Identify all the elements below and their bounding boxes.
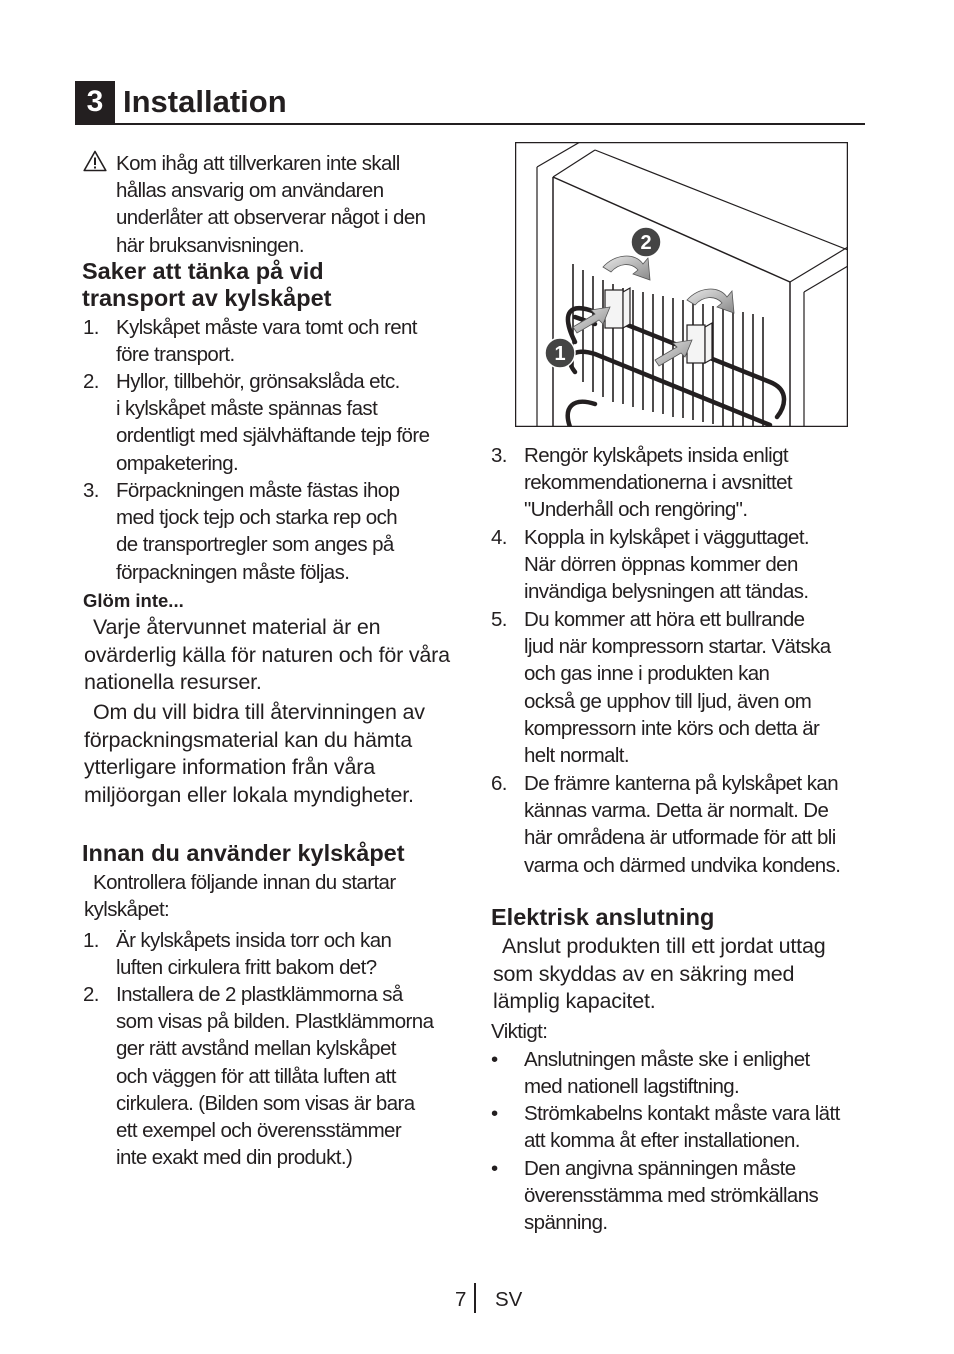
- recycling-paragraph: [84, 614, 476, 697]
- list-item: [83, 368, 473, 478]
- text-line: i kylskåpet måste spännas fast: [116, 397, 378, 421]
- installation-figure: [515, 142, 848, 427]
- footer-separator: [474, 1283, 476, 1313]
- list-item: [83, 314, 473, 370]
- bullet-item: [491, 1046, 876, 1102]
- warning-icon: [83, 150, 107, 172]
- text-line: Hyllor, tillbehör, grönsakslåda etc.: [116, 370, 400, 393]
- fridge-back-illustration: [515, 142, 848, 427]
- heading-line: transport av kylskåpet: [82, 285, 332, 311]
- text-line: helt normalt.: [524, 744, 630, 768]
- text-line: invändiga belysningen att tändas.: [524, 580, 809, 604]
- text-line: ompaketering.: [116, 451, 239, 475]
- text-line: och gas inne i produkten kan: [524, 662, 770, 686]
- section-heading-transport: [82, 258, 462, 312]
- text-line: kännas varma. Detta är normalt. De: [524, 799, 829, 823]
- text-line: Kontrollera följande innan du startar: [93, 871, 396, 894]
- text-line: Förpackningen måste fästas ihop: [116, 479, 400, 502]
- list-number: 2.: [83, 370, 99, 393]
- text-line: rekommendationerna i avsnittet: [524, 471, 793, 495]
- text-line: Installera de 2 plastklämmorna så: [116, 983, 403, 1006]
- list-item: [83, 477, 473, 587]
- list-number: 3.: [83, 479, 99, 502]
- list-number: 6.: [491, 772, 507, 795]
- text-line: och väggen för att tillåta luften att: [116, 1064, 396, 1088]
- text-line: kompressorn inte körs och detta är: [524, 716, 820, 740]
- text-line: att komma åt efter installationen.: [524, 1129, 800, 1153]
- list-item: [491, 524, 876, 608]
- section-heading-electrical: Elektrisk anslutning: [491, 904, 715, 930]
- text-line: Kylskåpet måste vara tomt och rent: [116, 316, 417, 339]
- text-line: Kom ihåg att tillverkaren inte skall: [116, 152, 400, 175]
- text-line: lämplig kapacitet.: [493, 989, 656, 1013]
- text-line: med nationell lagstiftning.: [524, 1075, 740, 1099]
- bullet-mark: •: [491, 1102, 498, 1125]
- text-line: här områdena är utformade för att bli: [524, 826, 836, 850]
- text-line: Koppla in kylskåpet i vägguttaget.: [524, 526, 810, 549]
- list-number: 5.: [491, 608, 507, 631]
- text-line: Om du vill bidra till återvinningen av: [93, 700, 425, 724]
- list-number: 4.: [491, 526, 507, 549]
- text-line: Varje återvunnet material är en: [93, 615, 381, 639]
- text-line: ger rätt avstånd mellan kylskåpet: [116, 1037, 396, 1061]
- callout-1-label: 1: [554, 343, 566, 365]
- chapter-heading: [75, 81, 865, 125]
- text-line: Är kylskåpets insida torr och kan: [116, 929, 392, 952]
- text-line: förpackningsmaterial kan du hämta: [84, 727, 413, 752]
- text-line: "Underhåll och rengöring".: [524, 498, 748, 522]
- text-line: före transport.: [116, 343, 235, 367]
- before-use-intro: [84, 869, 476, 923]
- list-item: [491, 770, 876, 882]
- text-line: förpackningen måste följas.: [116, 560, 350, 584]
- text-line: som visas på bilden. Plastklämmorna: [116, 1010, 434, 1034]
- callout-2: [631, 227, 661, 257]
- text-line: Rengör kylskåpets insida enligt: [524, 444, 788, 467]
- text-line: ovärderlig källa för naturen och för våra: [84, 642, 450, 667]
- list-number: 3.: [491, 444, 507, 467]
- text-line: nationella resurser.: [84, 670, 262, 694]
- text-line: med tjock tejp och starka rep och: [116, 506, 398, 530]
- text-line: Anslut produkten till ett jordat uttag: [502, 934, 826, 958]
- text-line: cirkulera. (Bilden som visas är bara: [116, 1091, 415, 1115]
- text-line: De främre kanterna på kylskåpet kan: [524, 772, 838, 795]
- text-line: ytterligare information från våra: [84, 755, 375, 779]
- text-line: som skyddas av en säkring med: [493, 961, 795, 986]
- text-line: Du kommer att höra ett bullrande: [524, 608, 805, 631]
- text-line: överensstämma med strömkällans: [524, 1184, 819, 1208]
- page-number: 7: [455, 1288, 466, 1311]
- electrical-intro: [493, 933, 878, 1016]
- bullet-mark: •: [491, 1048, 498, 1071]
- note-title: Glöm inte...: [83, 590, 184, 611]
- bullet-mark: •: [491, 1157, 498, 1180]
- list-item: [491, 442, 876, 526]
- bullet-item: [491, 1155, 876, 1239]
- text-line: hållas ansvarig om användaren: [116, 179, 384, 203]
- recycling-info-paragraph: [84, 699, 476, 809]
- text-line: de transportregler som anges på: [116, 533, 394, 557]
- text-line: miljöorgan eller lokala myndigheter.: [84, 782, 414, 807]
- text-line: kylskåpet:: [84, 898, 170, 922]
- list-item: [83, 927, 473, 983]
- text-line: varma och därmed undvika kondens.: [524, 853, 841, 877]
- list-item: [83, 981, 475, 1175]
- chapter-number: 3: [75, 81, 115, 123]
- language-code: SV: [495, 1288, 523, 1311]
- bullet-item: [491, 1100, 876, 1156]
- text-line: underlåter att observerar något i den: [116, 206, 426, 230]
- callout-2-label: 2: [640, 232, 652, 254]
- list-item: [491, 606, 876, 772]
- list-number: 1.: [83, 316, 99, 339]
- warning-text: [116, 150, 476, 259]
- heading-line: Saker att tänka på vid: [82, 258, 324, 284]
- text-line: ett exempel och överensstämmer: [116, 1119, 402, 1143]
- text-line: inte exakt med din produkt.): [116, 1146, 353, 1170]
- text-line: luften cirkulera fritt bakom det?: [116, 956, 377, 980]
- chapter-title: Installation: [123, 84, 287, 119]
- text-line: spänning.: [524, 1211, 608, 1235]
- text-line: Strömkabelns kontakt måste vara lätt: [524, 1102, 840, 1125]
- text-line: ljud när kompressorn startar. Vätska: [524, 635, 831, 659]
- text-line: också ge upphov till ljud, även om: [524, 689, 812, 713]
- callout-1: [545, 338, 575, 368]
- text-line: Anslutningen måste ske i enlighet: [524, 1048, 810, 1071]
- important-label: Viktigt:: [491, 1020, 548, 1043]
- list-number: 2.: [83, 983, 99, 1006]
- text-line: ordentligt med självhäftande tejp före: [116, 424, 430, 448]
- text-line: Den angivna spänningen måste: [524, 1157, 796, 1180]
- text-line: När dörren öppnas kommer den: [524, 553, 798, 577]
- list-number: 1.: [83, 929, 99, 952]
- section-heading-before-use: Innan du använder kylskåpet: [82, 840, 405, 866]
- text-line: här bruksanvisningen.: [116, 233, 304, 257]
